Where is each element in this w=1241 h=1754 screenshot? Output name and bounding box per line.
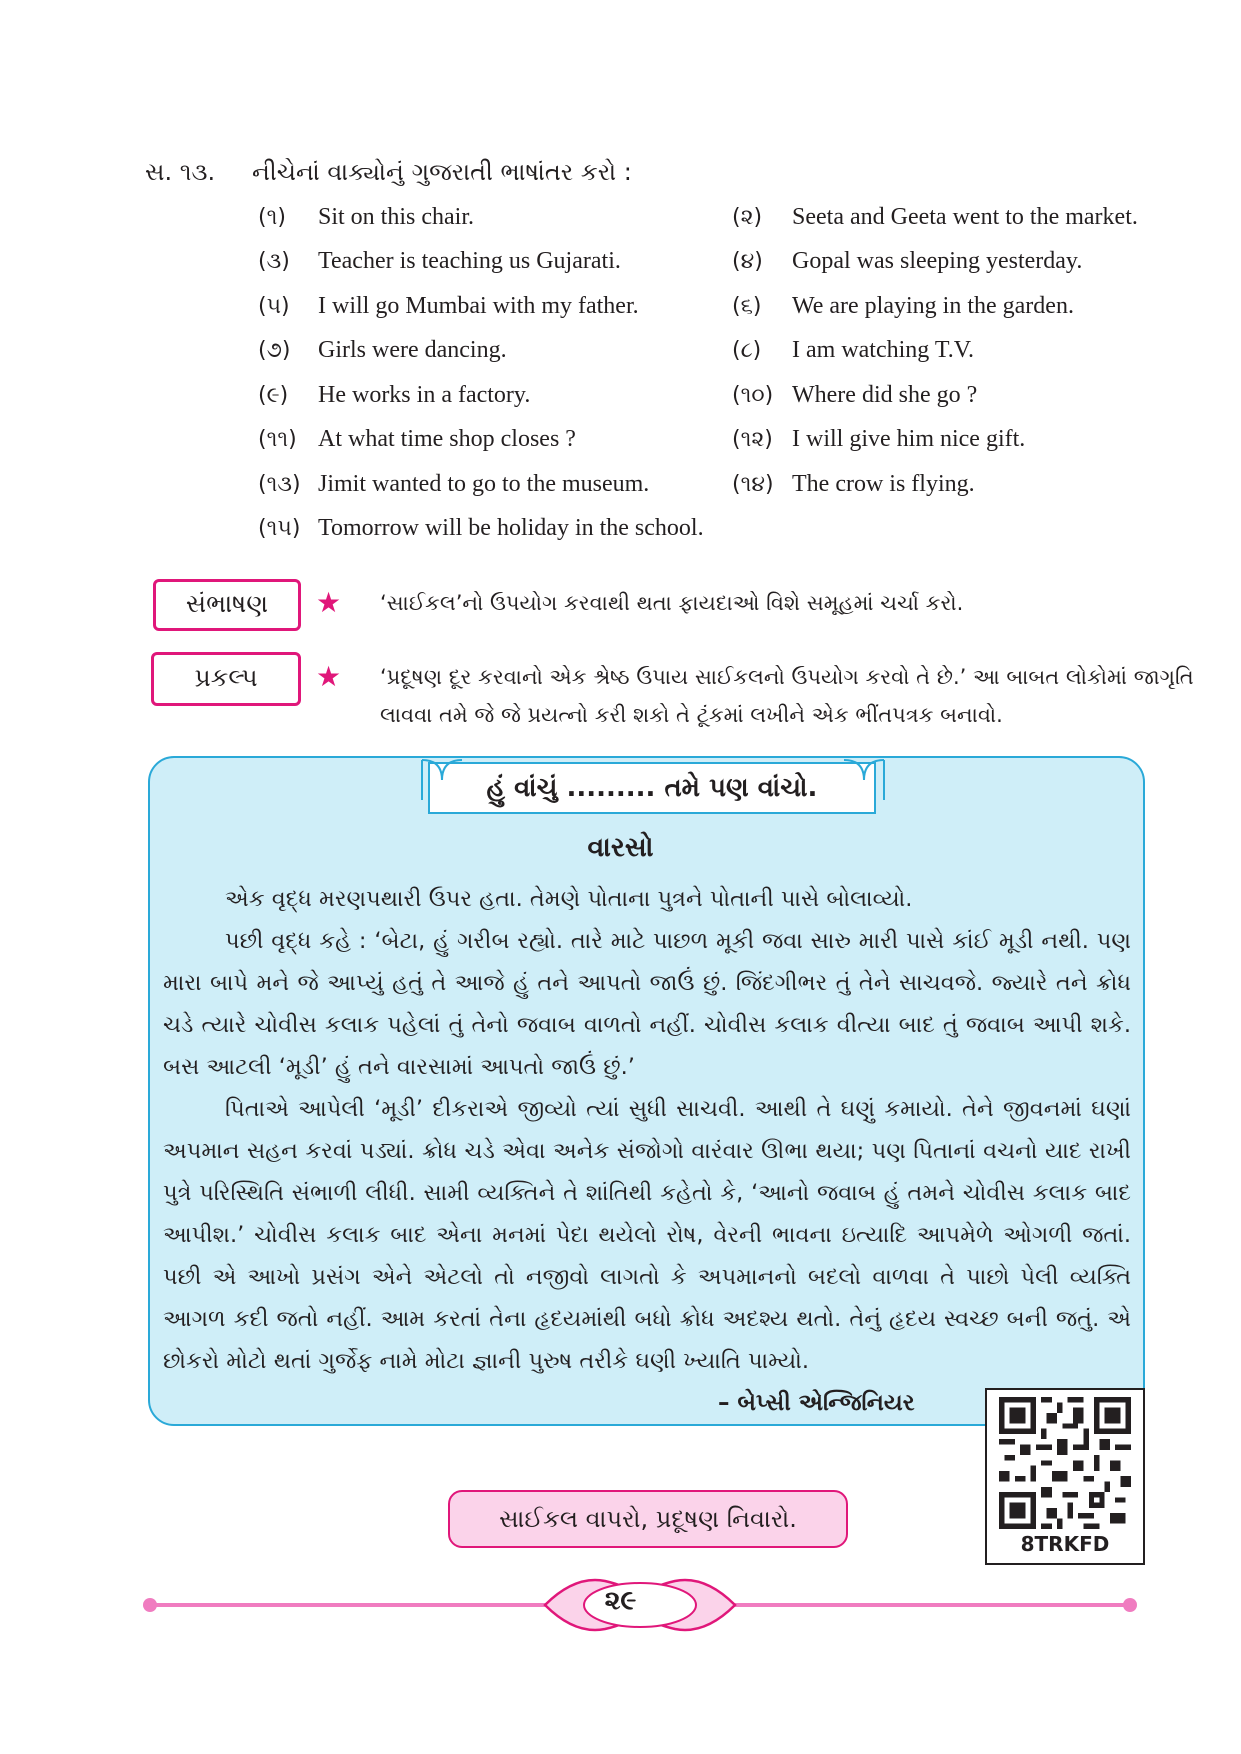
sentence-number: (૬) xyxy=(732,294,762,319)
sentence-item xyxy=(732,202,1138,231)
banner-ornament xyxy=(418,756,888,820)
sentence-item xyxy=(258,469,649,498)
sentence-item xyxy=(258,335,507,364)
sentence-text: Jimit wanted to go to the museum. xyxy=(318,471,650,497)
slogan-text: સાઈકલ વાપરો, પ્રદૂષણ નિવારો. xyxy=(499,1505,797,1533)
sentence-text: He works in a factory. xyxy=(318,382,531,408)
sentence-text: I will go Mumbai with my father. xyxy=(318,293,639,319)
sentence-text: The crow is flying. xyxy=(792,471,975,497)
sentence-number: (૩) xyxy=(258,249,290,274)
sentence-number: (૧૩) xyxy=(258,472,301,497)
story-body xyxy=(163,878,1131,1382)
sentence-text: I will give him nice gift. xyxy=(792,426,1026,452)
sentence-number: (૧૧) xyxy=(258,427,297,452)
star-icon: ★ xyxy=(316,586,342,619)
sentence-number: (૪) xyxy=(732,249,763,274)
sentence-item xyxy=(732,469,975,498)
sentence-item xyxy=(732,246,1082,275)
sentence-item xyxy=(732,291,1074,320)
project-label: પ્રકલ્પ xyxy=(194,663,258,692)
question-prompt: નીચેનાં વાક્યોનું ગુજરાતી ભાષાંતર કરો : xyxy=(252,158,632,186)
sentence-text: I am watching T.V. xyxy=(792,337,974,363)
sentence-text: At what time shop closes ? xyxy=(318,426,576,452)
qr-label: 8TRKFD xyxy=(1020,1532,1110,1556)
question-number: સ. ૧૩. xyxy=(145,158,216,186)
slogan-banner xyxy=(448,1490,848,1548)
story-paragraph: પિતાએ આપેલી ‘મૂડી’ દીકરાએ જીવ્યો ત્યાં સુધી સાચવી. આથી તે ઘણું કમાયો. તેને જીવનમાં ઘણાં અપમાન સહન કરવાં પડ્યાં. ક્રોધ ચડે એવા અનેક સંજોગો વારંવાર ઊભા થયા; પણ પિતાનાં વચનો યાદ રાખી પુત્રે પરિસ્થિતિ સંભાળી લીધી. સામી વ્યક્તિને તે શાંતિથી કહેતો કે, ‘આનો જવાબ હું તમને ચોવીસ કલાક બાદ આપીશ.’ ચોવીસ કલાક બાદ એના મનમાં પેદા થયેલો રોષ, વેરની ભાવના ઇત્યાદિ આપમેળે ઓગળી જતાં. પછી એ આખો પ્રસંગ એને એટલો તો નજીવો લાગતો કે અપમાનનો બદલો વાળવા તે પાછો પેલી વ્યક્તિ આગળ કદી જતો નહીં. આમ કરતાં તેના હૃદયમાંથી બધો ક્રોધ અદશ્ય થતો. તેનું હૃદય સ્વચ્છ બની જતું. એ છોકરો મોટો થતાં ગુર્જેફ નામે મોટા જ્ઞાની પુરુષ તરીકે ઘણી ખ્યાતિ પામ્યો. xyxy=(163,1096,1131,1374)
sentence-number: (૧૫) xyxy=(258,516,301,541)
sentence-text: Teacher is teaching us Gujarati. xyxy=(318,248,621,274)
sentence-number: (૧૨) xyxy=(732,427,773,452)
sentence-number: (૯) xyxy=(258,383,289,408)
sentence-text: Seeta and Geeta went to the market. xyxy=(792,204,1138,230)
conversation-label: સંભાષણ xyxy=(185,589,269,618)
sentence-item xyxy=(258,202,474,231)
sentence-item xyxy=(258,291,639,320)
sentence-text: Where did she go ? xyxy=(792,382,978,408)
sentence-number: (૭) xyxy=(258,338,291,363)
qr-code-box[interactable] xyxy=(985,1388,1145,1565)
page-number: ૨૯ xyxy=(604,1585,637,1616)
sentence-number: (૧૦) xyxy=(732,383,774,408)
project-text-line2: લાવવા તમે જે જે પ્રયત્નો કરી શકો તે ટૂંકમાં લખીને એક ભીંતપત્રક બનાવો. xyxy=(380,703,1003,727)
sentence-text: Tomorrow will be holiday in the school. xyxy=(318,515,704,541)
sentence-number: (૨) xyxy=(732,205,763,230)
sentence-number: (૮) xyxy=(732,338,762,363)
sentence-item xyxy=(732,424,1025,453)
story-paragraph: એક વૃદ્ધ મરણપથારી ઉપર હતા. તેમણે પોતાના પુત્રને પોતાની પાસે બોલાવ્યો. xyxy=(225,886,913,912)
story-title: વારસો xyxy=(587,832,654,863)
star-icon: ★ xyxy=(316,660,342,693)
sentence-item xyxy=(258,380,530,409)
sentence-text: Girls were dancing. xyxy=(318,337,507,363)
project-badge xyxy=(151,652,301,706)
sentence-item xyxy=(732,380,977,409)
sentence-item xyxy=(258,513,704,542)
sentence-number: (૧) xyxy=(258,205,286,230)
story-author: – બેપ્સી એન્જિનિયર xyxy=(718,1390,915,1416)
story-paragraph: પછી વૃદ્ધ કહે : ‘બેટા, હું ગરીબ રહ્યો. તારે માટે પાછળ મૂકી જવા સારુ મારી પાસે કાંઈ મૂડી નથી. પણ મારા બાપે મને જે આપ્યું હતું તે આજે હું તને આપતો જાઉં છું. જિંદગીભર તું તેને સાચવજે. જ્યારે તને ક્રોધ ચડે ત્યારે ચોવીસ કલાક પહેલાં તું તેનો જવાબ વાળતો નહીં. ચોવીસ કલાક વીત્યા બાદ તું જવાબ આપી શકે. બસ આટલી ‘મૂડી’ હું તને વારસામાં આપતો જાઉં છું.’ xyxy=(163,928,1131,1080)
sentence-item xyxy=(732,335,974,364)
sentence-number: (૫) xyxy=(258,294,290,319)
conversation-badge xyxy=(153,579,301,631)
sentence-text: We are playing in the garden. xyxy=(792,293,1074,319)
sentence-item xyxy=(258,246,621,275)
project-text-line1: ‘પ્રદૂષણ દૂર કરવાનો એક શ્રેષ્ઠ ઉપાય સાઈકલનો ઉપયોગ કરવો તે છે.’ આ બાબત લોકોમાં જાગૃતિ xyxy=(380,665,1194,689)
sentence-text: Sit on this chair. xyxy=(318,204,474,230)
reading-banner-text: હું વાંચું ......... તમે પણ વાંચો. xyxy=(486,773,818,803)
sentence-number: (૧૪) xyxy=(732,472,774,497)
sentence-item xyxy=(258,424,576,453)
conversation-text: ‘સાઈકલ’નો ઉપયોગ કરવાથી થતા ફાયદાઓ વિશે સમૂહમાં ચર્ચા કરો. xyxy=(380,591,964,615)
sentence-text: Gopal was sleeping yesterday. xyxy=(792,248,1083,274)
qr-code-icon[interactable] xyxy=(994,1397,1136,1529)
